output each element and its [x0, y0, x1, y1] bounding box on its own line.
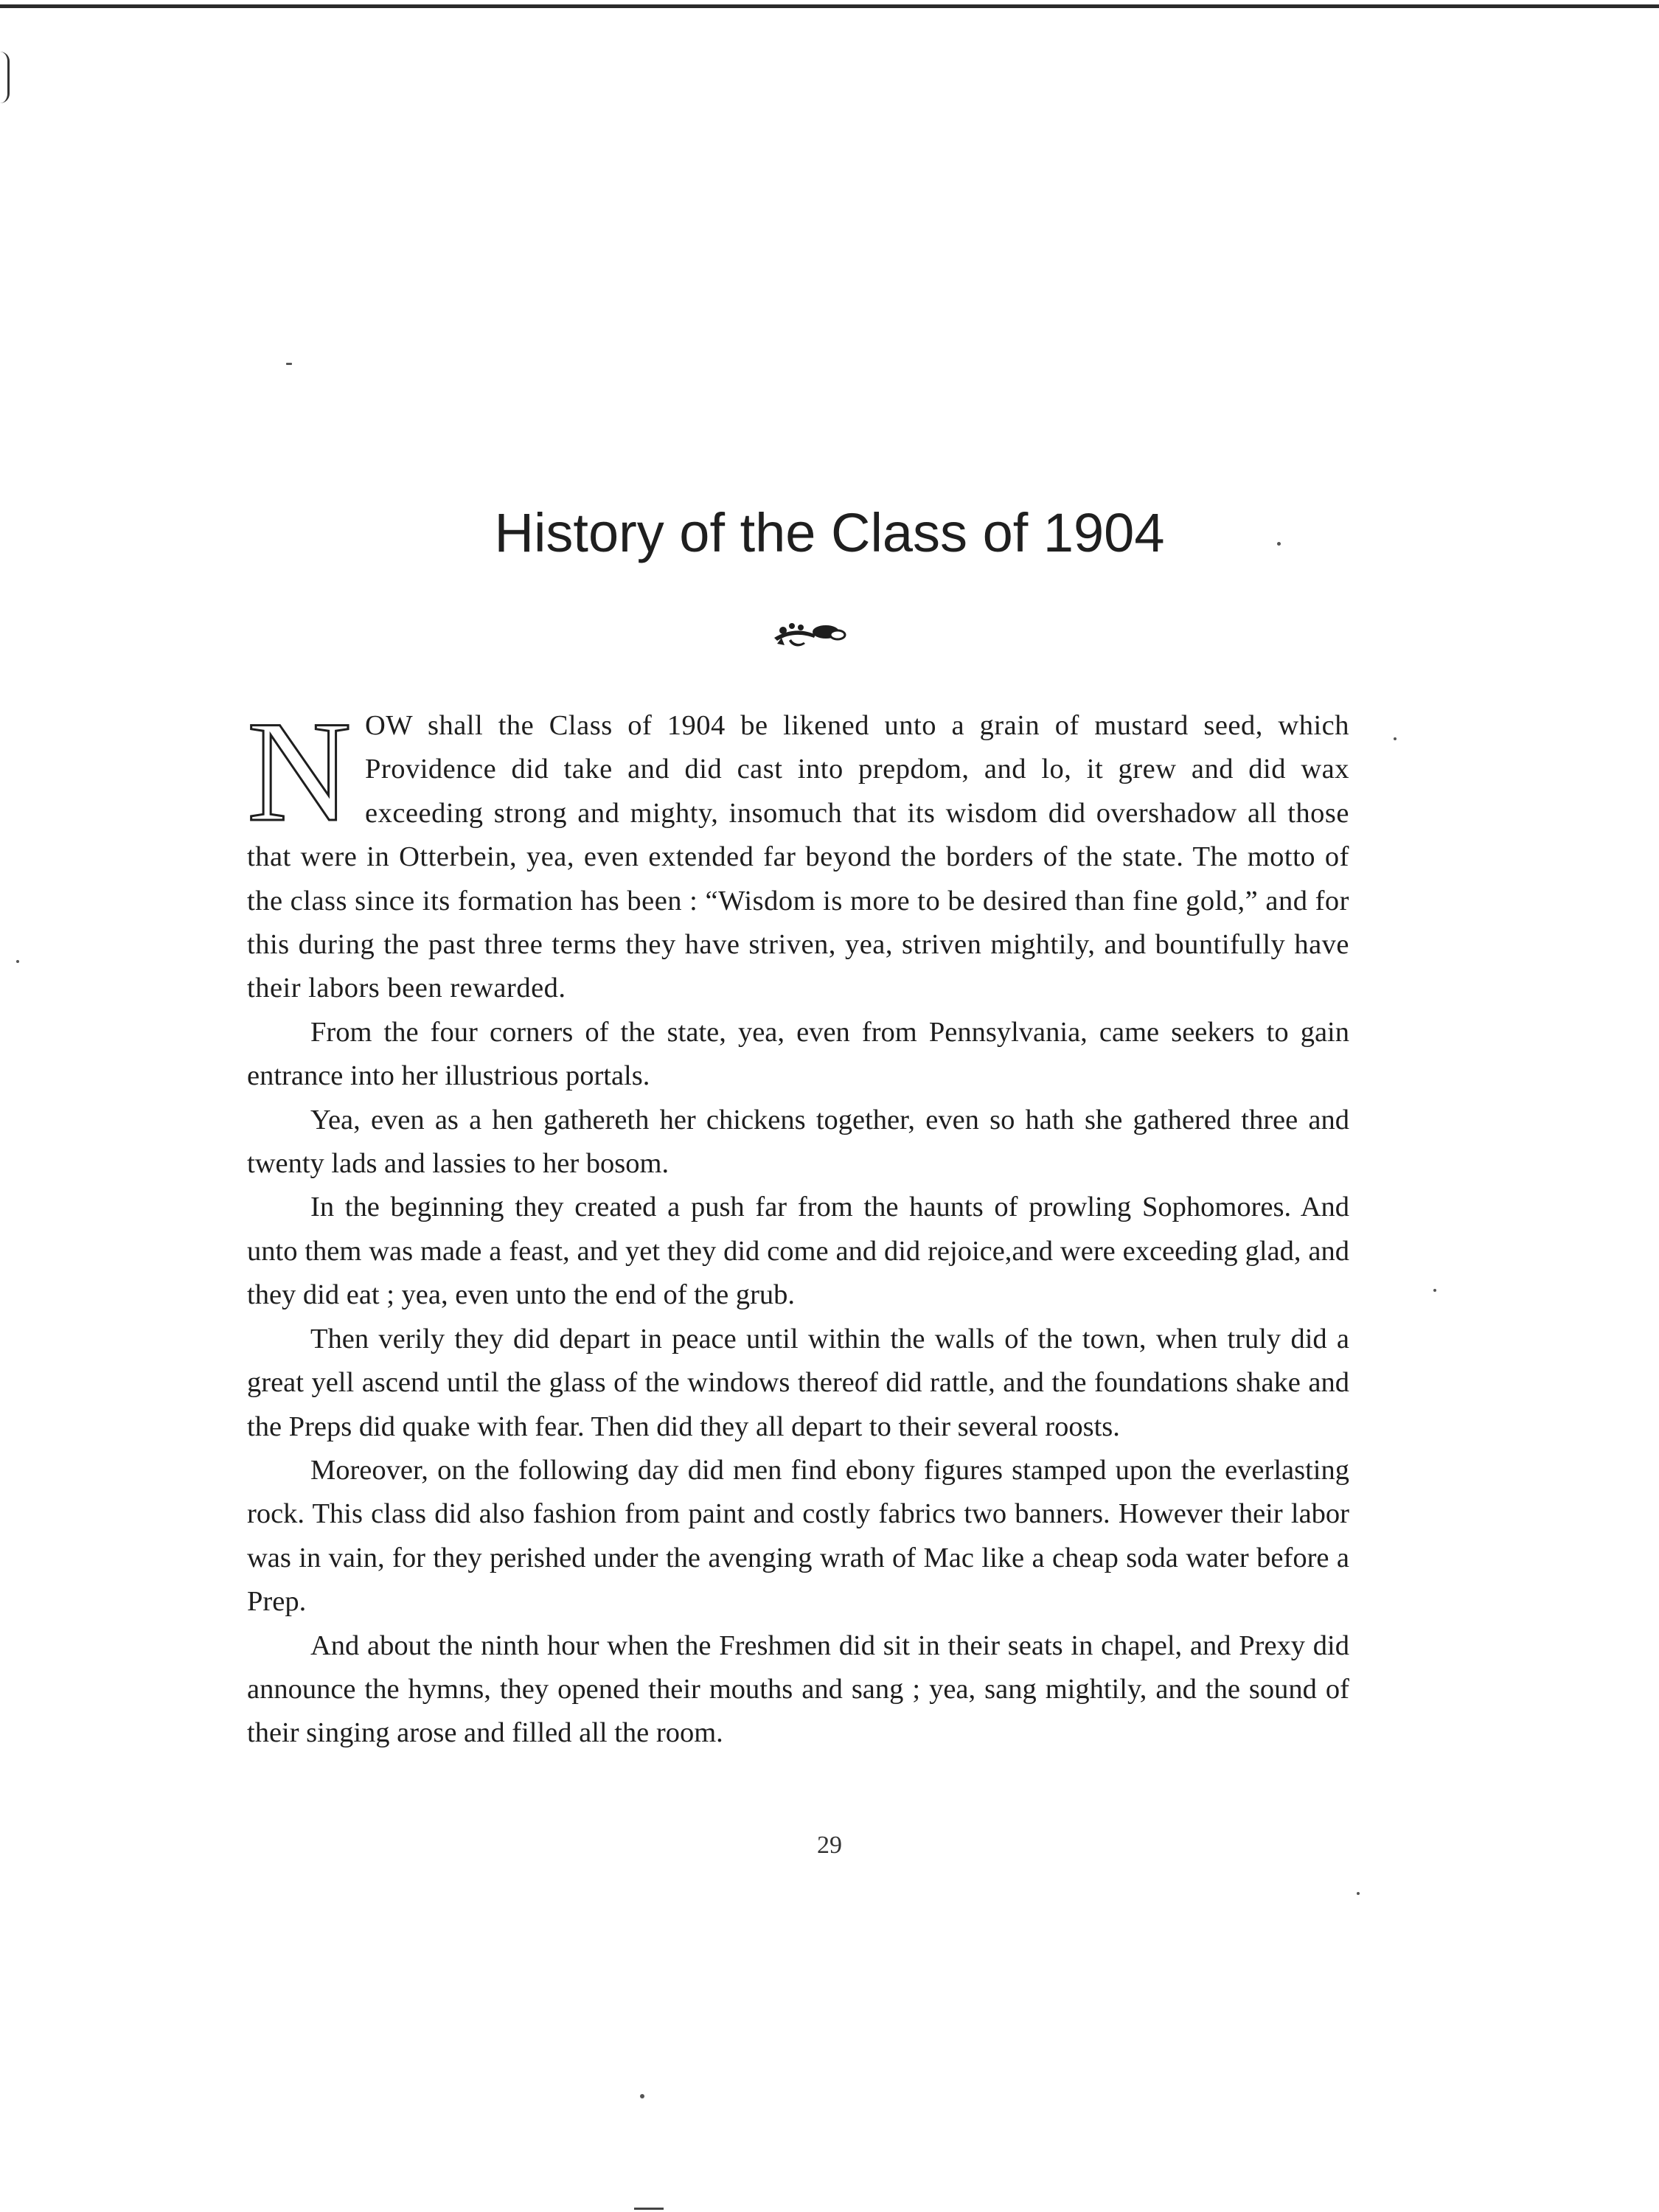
page-number: 29 [817, 1832, 842, 1859]
scan-speck [1357, 1892, 1360, 1895]
paragraph: From the four corners of the state, yea, even from Pennsylvania, came seekers to gain entrance into her illustrious portals. [247, 1016, 1349, 1092]
scan-speck [640, 2094, 644, 2098]
scan-speck [286, 363, 292, 365]
paragraph: And about the ninth hour when the Freshmen did sit in their seats in chapel, and Prexy did announce the hymns, they opened their mouths and sang ; yea, sang mightily, and the sound of their singing arose and filled all the room. [247, 1630, 1349, 1749]
page-title: History of the Class of 1904 [494, 502, 1165, 563]
opening-paragraph [247, 692, 1349, 1011]
paragraph: Yea, even as a hen gathereth her chickens together, even so hath she gathered three and twenty lads and lassies to her bosom. [247, 1104, 1349, 1180]
scan-speck [16, 960, 19, 963]
opening-text: OW shall the Class of 1904 be likened unto a grain of mustard seed, which Providence did take and did cast into prepdom, and lo, it grew and did wax exceeding strong and mighty, insomuch that its wisdom did overshadow all those that were in Otterbein, yea, even extended far beyond the borders of the state. The motto of the class since its formation has been : “Wisdom is more to be desired than fine gold,” and for this during the past three terms they have striven, yea, striven mightily, and bountifully have their labors been rewarded. [247, 710, 1349, 1004]
floral-ornament-icon [767, 616, 855, 653]
scan-speck [1433, 1289, 1436, 1292]
bottom-mark [634, 2208, 664, 2210]
article-body [247, 692, 1349, 1756]
edge-mark [0, 52, 10, 103]
scan-speck [1277, 542, 1281, 546]
scan-speck [1394, 737, 1397, 740]
paragraph: In the beginning they created a push far from the haunts of prowling Sophomores. And unto them was made a feast, and yet they did come and did rejoice,and were exceeding glad, and they did eat ; yea, even unto the end of the grub. [247, 1192, 1349, 1311]
top-rule [0, 4, 1659, 8]
paragraph: Moreover, on the following day did men find ebony figures stamped upon the everlasting rock. This class did also fashion from paint and costly fabrics two banners. However their labor was in vain, for they perished under the avenging wrath of Mac like a cheap soda water before a Prep. [247, 1454, 1349, 1618]
drop-cap: N [247, 692, 352, 852]
paragraph: Then verily they did depart in peace until within the walls of the town, when truly did a great yell ascend until the glass of the windows thereof did rattle, and the foundations shake and the Preps did quake with fear. Then did they all depart to their several roosts. [247, 1323, 1349, 1442]
